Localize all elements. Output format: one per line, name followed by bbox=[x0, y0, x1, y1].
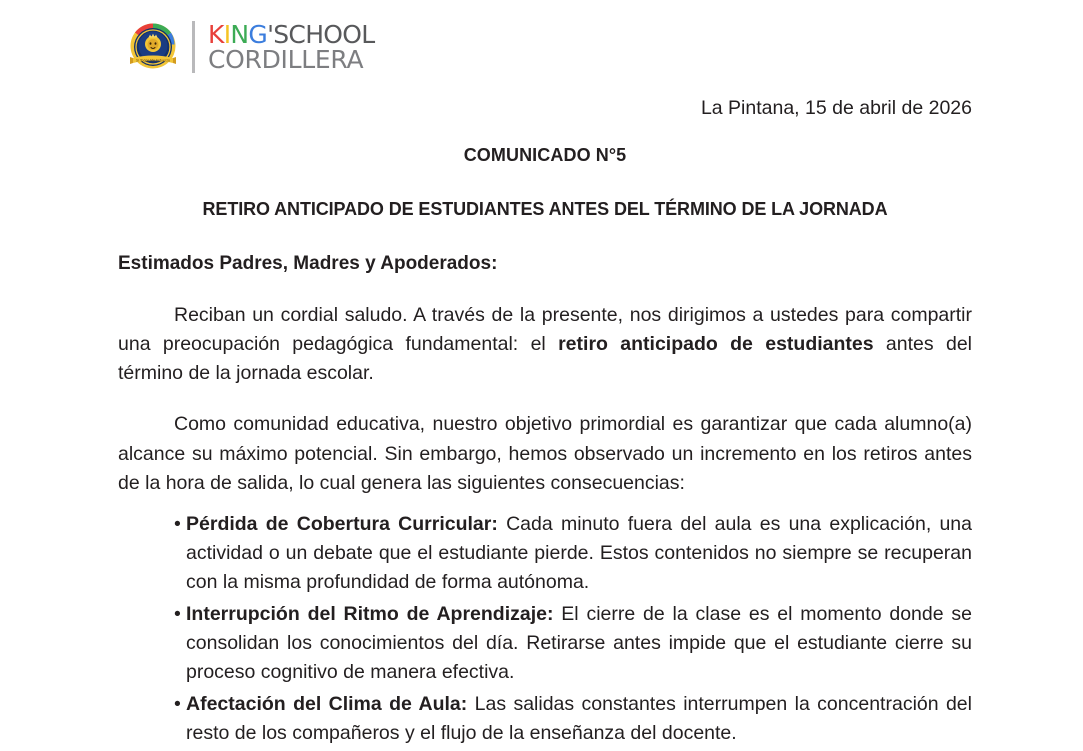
wordmark-line-king-school bbox=[208, 20, 375, 50]
list-item bbox=[118, 510, 972, 597]
list-item-text: El cierre de la clase es el momento donde se consolidan los conocimientos del día. Retirarse antes impide que el estudiante cierre su proceso cognitivo de manera efectiva. bbox=[186, 602, 972, 683]
school-wordmark bbox=[208, 20, 375, 74]
svg-text:Si Todos Me Esfuerzo: Si Todos Me Esfuerzo bbox=[135, 58, 171, 63]
paragraph-context bbox=[118, 410, 972, 497]
list-item-lead: Pérdida de Cobertura Curricular: bbox=[186, 512, 498, 535]
paragraph-intro-after: antes del término de la jornada escolar. bbox=[118, 333, 972, 385]
list-item-text: Cada minuto fuera del aula es una explicación, una actividad o un debate que el estudiante pierde. Estos contenidos no siempre se recuperan con la misma profundidad de forma autónoma. bbox=[186, 512, 973, 593]
consequences-list bbox=[118, 510, 972, 748]
wordmark-line-cordillera: CORDILLERA bbox=[208, 44, 364, 74]
wordmark-letter-i: I bbox=[223, 20, 231, 50]
wordmark-school-text: 'SCHOOL bbox=[267, 20, 375, 50]
page-title: COMUNICADO N°5 bbox=[463, 145, 627, 166]
list-item bbox=[118, 690, 972, 748]
letterhead bbox=[128, 14, 374, 80]
wordmark-letter-k: K bbox=[208, 20, 224, 50]
list-item-lead: Afectación del Clima de Aula: bbox=[186, 692, 468, 715]
list-item-text: Las salidas constantes interrumpen la concentración del resto de los compañeros y el flujo de la enseñanza del docente. bbox=[186, 692, 972, 744]
salutation: Estimados Padres, Madres y Apoderados: bbox=[118, 253, 498, 275]
bullet-marker-icon: • bbox=[174, 512, 181, 535]
list-item bbox=[118, 600, 972, 687]
paragraph-intro-emphasis: retiro anticipado de estudiantes bbox=[558, 333, 874, 356]
document-subtitle: RETIRO ANTICIPADO DE ESTUDIANTES ANTES DEL TÉRMINO DE LA JORNADA bbox=[202, 199, 888, 220]
document-body bbox=[118, 96, 972, 751]
paragraph-intro-before: Reciban un cordial saludo. A través de la presente, nos dirigimos a ustedes para compartir una preocupación pedagógica fundamental: el bbox=[118, 304, 972, 356]
wordmark-letter-g: G bbox=[248, 20, 268, 50]
wordmark-letter-n: N bbox=[230, 20, 249, 50]
paragraph-context-text: Como comunidad educativa, nuestro objetivo primordial es garantizar que cada alumno(a) alcance su máximo potencial. Sin embargo, hemos observado un incremento en los retiros antes de la hora de salida, lo cual genera las siguientes consecuencias: bbox=[118, 413, 972, 494]
bullet-marker-icon: • bbox=[174, 692, 181, 715]
bullet-marker-icon: • bbox=[174, 602, 181, 625]
school-crest-lion-icon bbox=[128, 22, 178, 72]
date-line: La Pintana, 15 de abril de 2026 bbox=[700, 97, 972, 119]
vertical-divider-icon bbox=[192, 21, 195, 73]
list-item-lead: Interrupción del Ritmo de Aprendizaje: bbox=[186, 602, 554, 625]
paragraph-intro bbox=[118, 301, 972, 388]
